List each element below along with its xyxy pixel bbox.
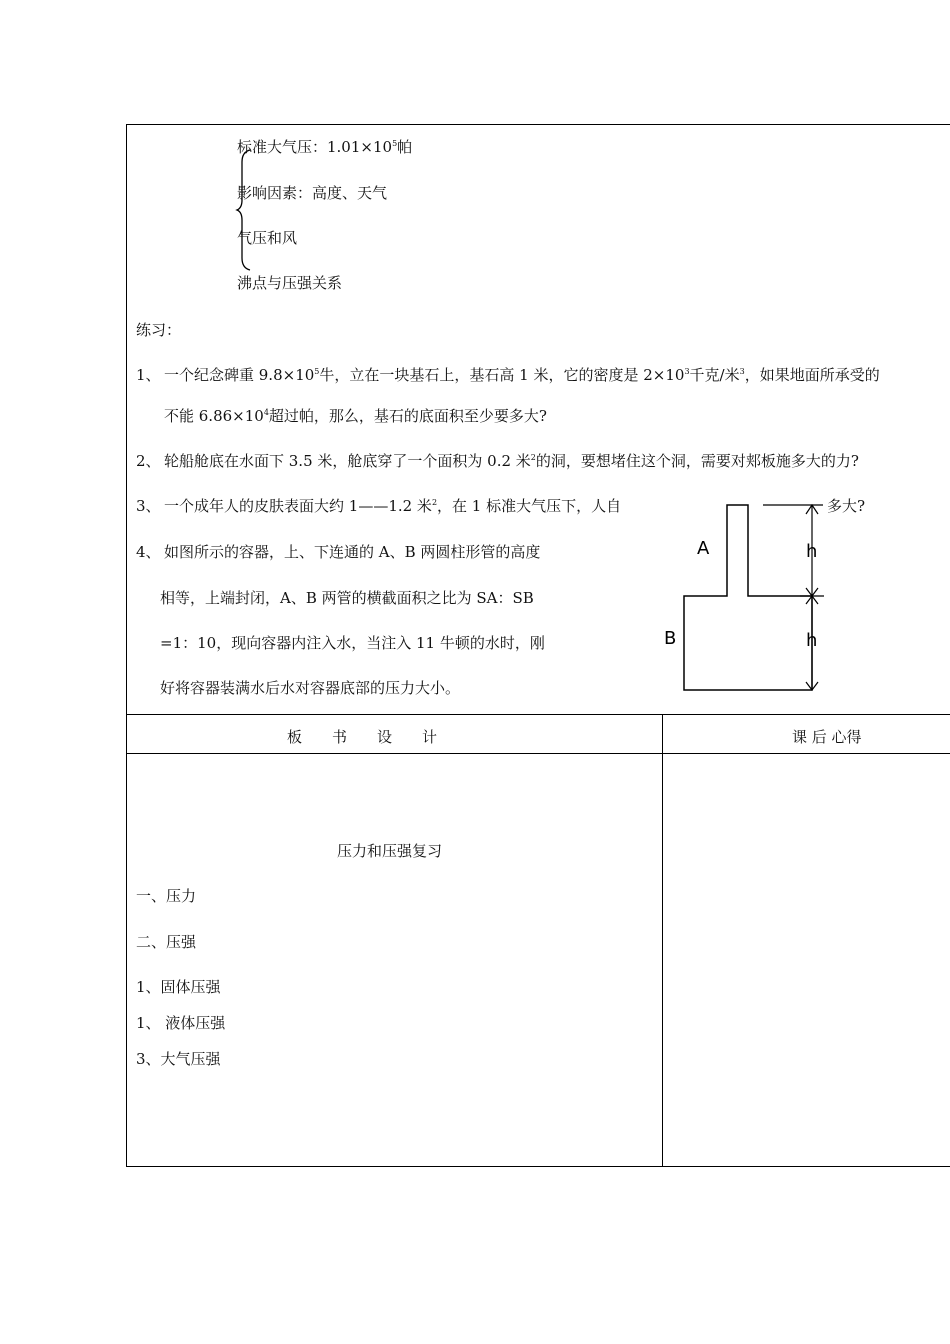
- q4-line3: =1：10，现向容器内注入水，当注入 11 牛顿的水时，刚: [160, 634, 545, 652]
- practice-heading: 练习：: [136, 321, 182, 339]
- label-h-top: h: [806, 541, 818, 562]
- label-a: A: [697, 538, 710, 559]
- q1-number: 1、: [136, 366, 161, 384]
- q4-line1: 如图所示的容器，上、下连通的 A、B 两圆柱形管的高度: [164, 543, 541, 561]
- q4-number: 4、: [136, 543, 161, 561]
- board-item-pressure-intensity: 二、压强: [136, 933, 197, 951]
- label-h-bottom: h: [806, 630, 818, 651]
- standard-pressure-line: 标准大气压：$1.01\times 10^5$帕: [237, 138, 413, 156]
- factors-line: 影响因素：高度、天气: [237, 184, 388, 202]
- q1-text-line2: 不能 $6.86\times 10^4$超过帕，那么，基石的底面积至少要多大?: [164, 407, 547, 425]
- curly-brace: [236, 150, 256, 270]
- q2-text: 轮船舱底在水面下 3.5 米，舱底穿了一个面积为 0.2 米$^2$的洞，要想堵住这个洞，需要对郏板施多大的力?: [164, 452, 859, 470]
- q1-text: 一个纪念碑重 $9.8\times 10^5$牛，立在一块基石上，基石高 1 米，它的密度是 $2\times 10^3$千克/米$^3$，如果地面所承受的: [164, 366, 880, 384]
- board-title: 压力和压强复习: [337, 842, 443, 860]
- after-class-header: 课 后 心得: [792, 728, 862, 746]
- label-b: B: [664, 628, 677, 649]
- q3-number: 3、: [136, 497, 161, 515]
- q3-text: 一个成年人的皮肤表面大约 1——1.2 米$^2$，在 1 标准大气压下，人自: [164, 497, 622, 515]
- board-item-pressure: 一、压力: [136, 887, 197, 905]
- table-column-divider: [662, 714, 663, 1167]
- q4-line2: 相等，上端封闭，A、B 两管的横截面积之比为 SA：SB: [160, 589, 534, 607]
- boiling-line: 沸点与压强关系: [237, 274, 343, 292]
- q3-text-tail: 多大?: [827, 497, 866, 515]
- board-sub-atmospheric: 3、大气压强: [136, 1050, 221, 1068]
- container-figure: [640, 490, 850, 700]
- q4-line4: 好将容器装满水后水对容器底部的压力大小。: [160, 679, 461, 697]
- board-sub-solid: 1、固体压强: [136, 978, 221, 996]
- table-divider-header-bottom: [126, 753, 950, 754]
- board-design-header: 板 书 设 计: [287, 728, 438, 746]
- board-sub-liquid: 1、 液体压强: [136, 1014, 226, 1032]
- container-outline: [684, 505, 812, 690]
- q2-number: 2、: [136, 452, 161, 470]
- wind-line: 气压和风: [237, 229, 298, 247]
- table-divider-header-top: [126, 714, 950, 715]
